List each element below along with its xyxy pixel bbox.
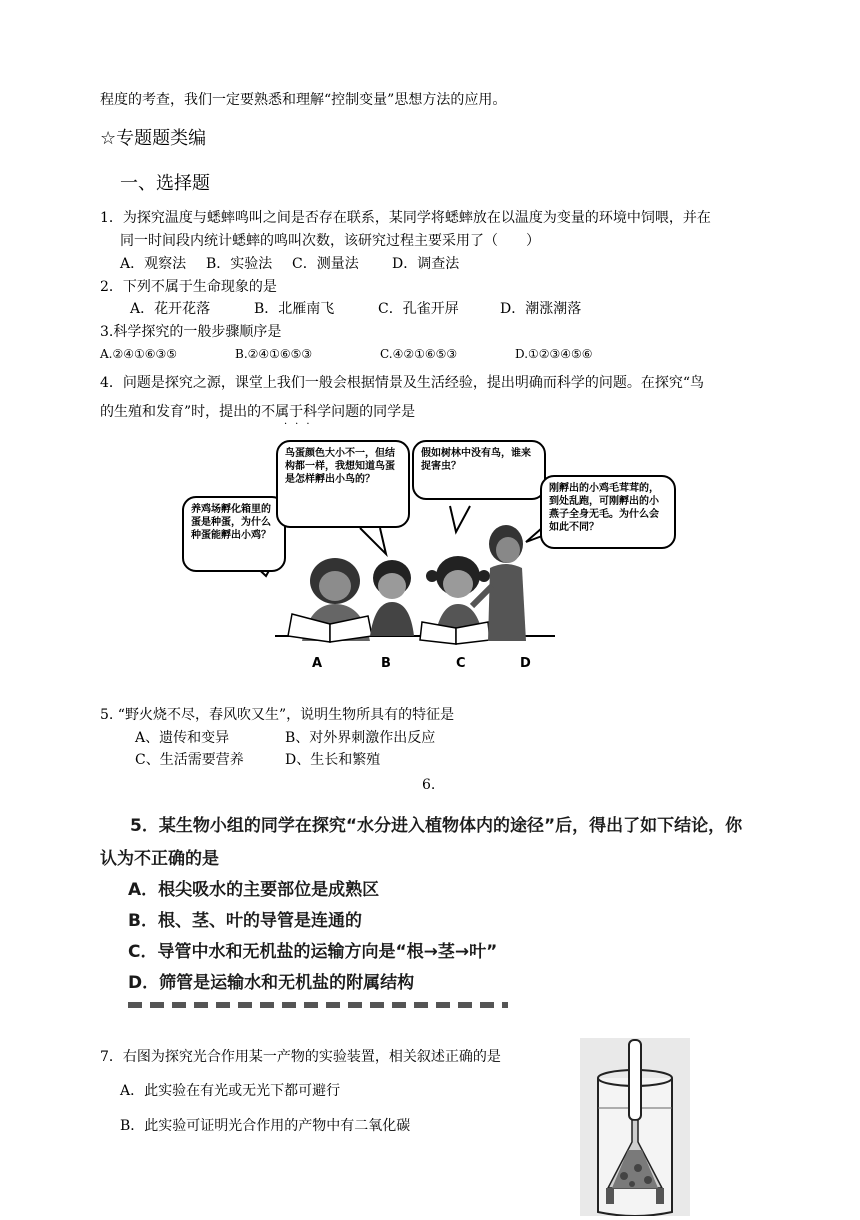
q1-stem-line1: 1．为探究温度与蟋蟀鸣叫之间是否存在联系，某同学将蟋蟀放在以温度为变量的环境中饲喂，并在	[100, 210, 711, 226]
speech-bubble-b: 鸟蛋颜色大小不一，但结构都一样，我想知道鸟蛋是怎样孵出小鸟的？	[276, 440, 410, 528]
emphasis-dots: ···	[284, 419, 318, 430]
q6-scan-option-b: B．根、茎、叶的导管是连通的	[128, 911, 362, 931]
q2-stem: 2．下列不属于生命现象的是	[100, 279, 277, 295]
q5-options-row1	[135, 729, 435, 747]
q1-option-a: A．观察法	[120, 256, 187, 272]
label-a: A	[312, 656, 323, 671]
subsection-title: 一、选择题	[120, 173, 210, 194]
label-b: B	[381, 656, 391, 671]
q5-option-a: A、遗传和变异	[135, 730, 230, 746]
q5-option-d: D、生长和繁殖	[285, 752, 381, 768]
photosynthesis-apparatus	[580, 1038, 690, 1216]
section-title: ☆专题题类编	[100, 128, 207, 149]
q3-stem: 3.科学探究的一般步骤顺序是	[100, 324, 282, 340]
q7-stem: 7．右图为探究光合作用某一产物的实验装置，相关叙述正确的是	[100, 1049, 501, 1065]
q5-option-c: C、生活需要营养	[135, 752, 244, 768]
q3-options	[100, 345, 593, 363]
q6-scan-option-c: C．导管中水和无机盐的运输方向是“根→茎→叶”	[128, 942, 498, 962]
speech-bubble-a: 养鸡场孵化箱里的蛋是种蛋，为什么种蛋能孵出小鸡？	[182, 496, 286, 572]
q3-option-c: C.④②①⑥⑤③	[380, 347, 458, 361]
q1-options	[120, 255, 459, 273]
q2-options	[130, 300, 581, 318]
q2-option-d: D．潮涨潮落	[500, 301, 582, 317]
q2-option-b: B．北雁南飞	[254, 301, 335, 317]
q3-option-a: A.②④①⑥③⑤	[100, 347, 178, 361]
q7-option-b: B．此实验可证明光合作用的产物中有二氧化碳	[120, 1118, 411, 1134]
speech-bubble-d: 刚孵出的小鸡毛茸茸的，到处乱跑，可刚孵出的小燕子全身无毛。为什么会如此不同？	[540, 475, 676, 549]
label-c: C	[456, 656, 466, 671]
q4-stem-line2: 的生殖和发育”时，提出的不属于科学问题的同学是	[100, 404, 416, 420]
q6-scan-stem-line1: 5．某生物小组的同学在探究“水分进入植物体内的途径”后，得出了如下结论，你	[130, 816, 743, 836]
intro-line: 程度的考查，我们一定要熟悉和理解“控制变量”思想方法的应用。	[100, 92, 507, 108]
q6-number: 6.	[422, 777, 436, 793]
scan-cutoff-line	[128, 1002, 508, 1008]
q2-option-c: C．孔雀开屏	[378, 301, 459, 317]
q1-stem-line2: 同一时间段内统计蟋蟀的鸣叫次数，该研究过程主要采用了（ ）	[120, 233, 540, 249]
q5-stem: 5. “野火烧不尽，春风吹又生”，说明生物所具有的特征是	[100, 707, 455, 723]
q6-scan-stem-line2: 认为不正确的是	[100, 849, 219, 869]
q6-scan-option-a: A．根尖吸水的主要部位是成熟区	[128, 880, 380, 900]
q1-option-c: C．测量法	[292, 256, 359, 272]
q5-option-b: B、对外界刺激作出反应	[285, 730, 436, 746]
q5-options-row2	[135, 751, 380, 769]
q1-option-b: B．实验法	[206, 256, 273, 272]
q3-option-b: B.②④①⑥⑤③	[235, 347, 313, 361]
q2-option-a: A．花开花落	[130, 301, 211, 317]
label-d: D	[520, 656, 531, 671]
q6-scan-option-d: D．筛管是运输水和无机盐的附属结构	[128, 973, 415, 993]
speech-bubble-c: 假如树林中没有鸟，谁来捉害虫？	[412, 440, 546, 500]
q7-option-a: A．此实验在有光或无光下都可避行	[120, 1083, 341, 1099]
q7-apparatus-figure	[580, 1038, 690, 1216]
q3-option-d: D.①②③④⑤⑥	[515, 347, 593, 361]
q4-illustration	[180, 436, 580, 676]
q4-stem-line1: 4．问题是探究之源，课堂上我们一般会根据情景及生活经验，提出明确而科学的问题。在探究“鸟	[100, 375, 705, 391]
q1-option-d: D．调查法	[392, 256, 460, 272]
